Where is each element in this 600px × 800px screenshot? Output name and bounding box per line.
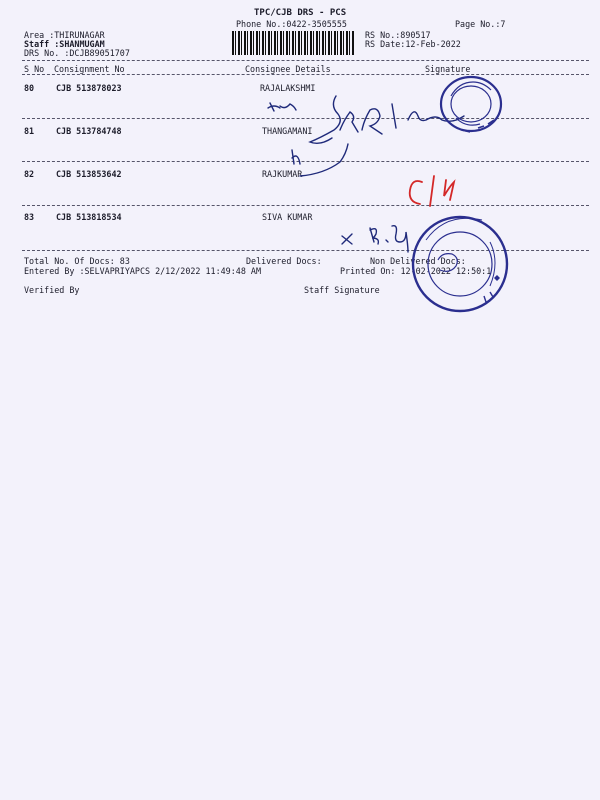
staff-name: SHANMUGAM <box>59 39 105 49</box>
handwritten-mark <box>292 144 348 176</box>
area-field: Area :THIRUNAGAR <box>24 30 105 40</box>
handwritten-signature <box>342 226 408 252</box>
row-sno: 81 <box>24 126 35 136</box>
rs-date: RS Date:12-Feb-2022 <box>365 39 461 49</box>
page-number: Page No.:7 <box>455 19 506 29</box>
row-sno: 83 <box>24 212 35 222</box>
company-stamp <box>441 77 501 132</box>
column-header-consignee: Consignee Details <box>245 64 331 74</box>
printed-on: Printed On: 12-02-2022 12:50:1 <box>340 266 492 276</box>
column-header-sno: S No <box>24 64 45 74</box>
handwritten-signature <box>268 96 464 143</box>
document-title: TPC/CJB DRS - PCS <box>254 8 347 18</box>
phone-number: Phone No.:0422-3505555 <box>236 19 347 29</box>
row-consignee: SIVA KUMAR <box>262 212 313 222</box>
verified-by: Verified By <box>24 285 80 295</box>
row-sno: 80 <box>24 83 35 93</box>
staff-signature: Staff Signature <box>304 285 380 295</box>
row-consignee: RAJALAKSHMI <box>260 83 316 93</box>
row-consignment: CJB 513878023 <box>56 83 122 93</box>
row-consignee: THANGAMANI <box>262 126 313 136</box>
non-delivered-docs: Non Delivered Docs: <box>370 256 466 266</box>
row-sno: 82 <box>24 169 35 179</box>
delivered-docs: Delivered Docs: <box>246 256 322 266</box>
handwritten-red-mark <box>410 176 454 206</box>
row-consignment: CJB 513818534 <box>56 212 122 222</box>
total-docs: Total No. Of Docs: 83 <box>24 256 130 266</box>
automobile-stamp <box>413 217 507 311</box>
column-header-signature: Signature <box>425 64 471 74</box>
entered-by: Entered By :SELVAPRIYAPCS 2/12/2022 11:49:48 AM <box>24 266 261 276</box>
row-consignee: RAJKUMAR <box>262 169 303 179</box>
column-header-consignment: Consignment No <box>54 64 125 74</box>
rs-number: RS No.:890517 <box>365 30 431 40</box>
staff-label: Staff : <box>24 39 60 49</box>
drs-number: DRS No. :DCJB89051707 <box>24 48 130 58</box>
row-consignment: CJB 513784748 <box>56 126 122 136</box>
row-consignment: CJB 513853642 <box>56 169 122 179</box>
